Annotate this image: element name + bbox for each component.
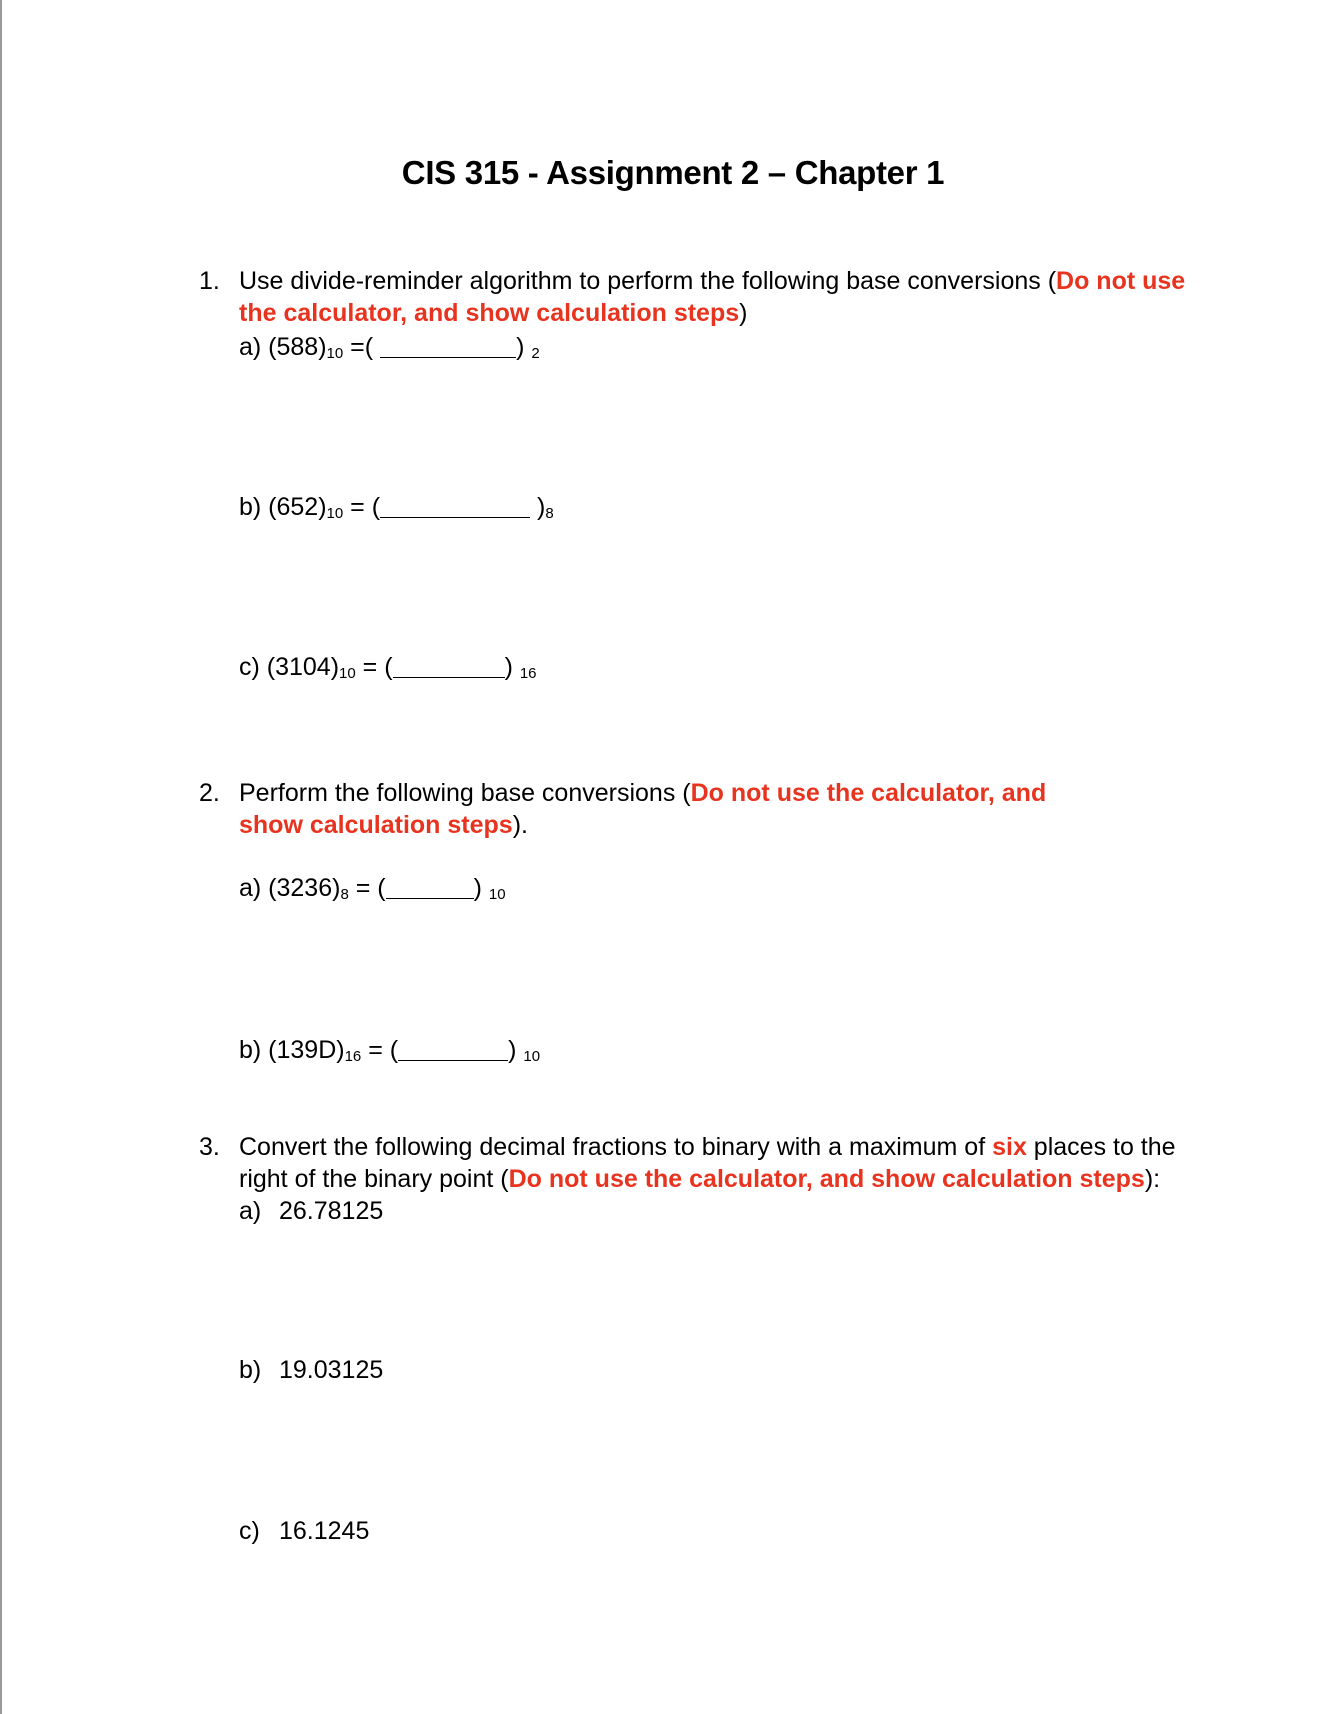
fraction-3c — [239, 1515, 369, 1547]
question-text-part: ). — [512, 811, 528, 839]
fraction-value: 19.03125 — [279, 1356, 384, 1384]
equals-sign: = ( — [348, 874, 386, 902]
equals-sign: = ( — [361, 1036, 399, 1064]
conversion-1c — [239, 651, 537, 690]
question-text-part: places to the right of the binary point ( — [239, 1133, 1176, 1193]
from-base: 10 — [326, 505, 344, 522]
to-base: 10 — [488, 886, 506, 903]
question-text — [239, 777, 1099, 841]
instruction-highlight: six — [992, 1133, 1027, 1161]
equals-sign: = ( — [355, 653, 393, 681]
question-number: 1. — [199, 267, 220, 295]
answer-blank[interactable] — [393, 657, 505, 678]
to-base: 8 — [545, 505, 554, 522]
equals-sign: =( — [343, 333, 374, 361]
conversion-2a — [239, 872, 506, 911]
close-paren: ) — [516, 333, 525, 361]
conversion-label: b) (652) — [239, 493, 327, 521]
fraction-value: 26.78125 — [279, 1197, 384, 1225]
from-base: 16 — [344, 1048, 362, 1065]
from-base: 10 — [339, 665, 356, 682]
question-1 — [199, 265, 1199, 329]
from-base: 8 — [340, 886, 349, 903]
instruction-highlight: Do not use the calculator, and show calculation steps — [239, 779, 1047, 839]
to-base: 2 — [531, 345, 540, 362]
question-number: 2. — [199, 779, 220, 807]
conversion-1a — [239, 331, 540, 370]
question-text-part: ) — [739, 299, 748, 327]
instruction-highlight: Do not use the calculator, and show calculation steps — [508, 1165, 1145, 1193]
from-base: 10 — [326, 345, 344, 362]
conversion-label: a) (588) — [239, 333, 327, 361]
conversion-label: a) (3236) — [239, 874, 341, 902]
close-paren: ) — [508, 1036, 517, 1064]
to-base: 10 — [523, 1048, 541, 1065]
item-label: b) — [239, 1356, 262, 1384]
page-title: CIS 315 - Assignment 2 – Chapter 1 — [401, 154, 945, 191]
question-text-part: ): — [1144, 1165, 1161, 1193]
close-paren: ) — [537, 493, 546, 521]
question-text — [239, 265, 1199, 329]
answer-blank[interactable] — [380, 497, 530, 518]
answer-blank[interactable] — [398, 1040, 508, 1061]
close-paren: ) — [504, 653, 513, 681]
question-2 — [199, 777, 1199, 841]
conversion-label: b) (139D) — [239, 1036, 345, 1064]
question-text-part: Perform the following base conversions ( — [239, 779, 691, 807]
conversion-2b — [239, 1034, 540, 1073]
instruction-highlight: Do not use the calculator, and show calculation steps — [239, 267, 1186, 327]
question-3 — [199, 1131, 1199, 1195]
close-paren: ) — [473, 874, 482, 902]
question-text — [239, 1131, 1199, 1195]
item-label: c) — [239, 1517, 260, 1545]
question-number: 3. — [199, 1133, 220, 1161]
item-label: a) — [239, 1197, 262, 1225]
conversion-1b — [239, 491, 554, 530]
answer-blank[interactable] — [380, 337, 516, 358]
fraction-value: 16.1245 — [279, 1517, 370, 1545]
answer-blank[interactable] — [386, 878, 474, 899]
conversion-label: c) (3104) — [239, 653, 340, 681]
equals-sign: = ( — [343, 493, 381, 521]
fraction-3b — [239, 1354, 383, 1386]
question-text-part: Use divide-reminder algorithm to perform the following base conversions ( — [239, 267, 1057, 295]
fraction-3a — [239, 1195, 383, 1227]
to-base: 16 — [519, 665, 537, 682]
question-text-part: Convert the following decimal fractions to binary with a maximum of — [239, 1133, 993, 1161]
